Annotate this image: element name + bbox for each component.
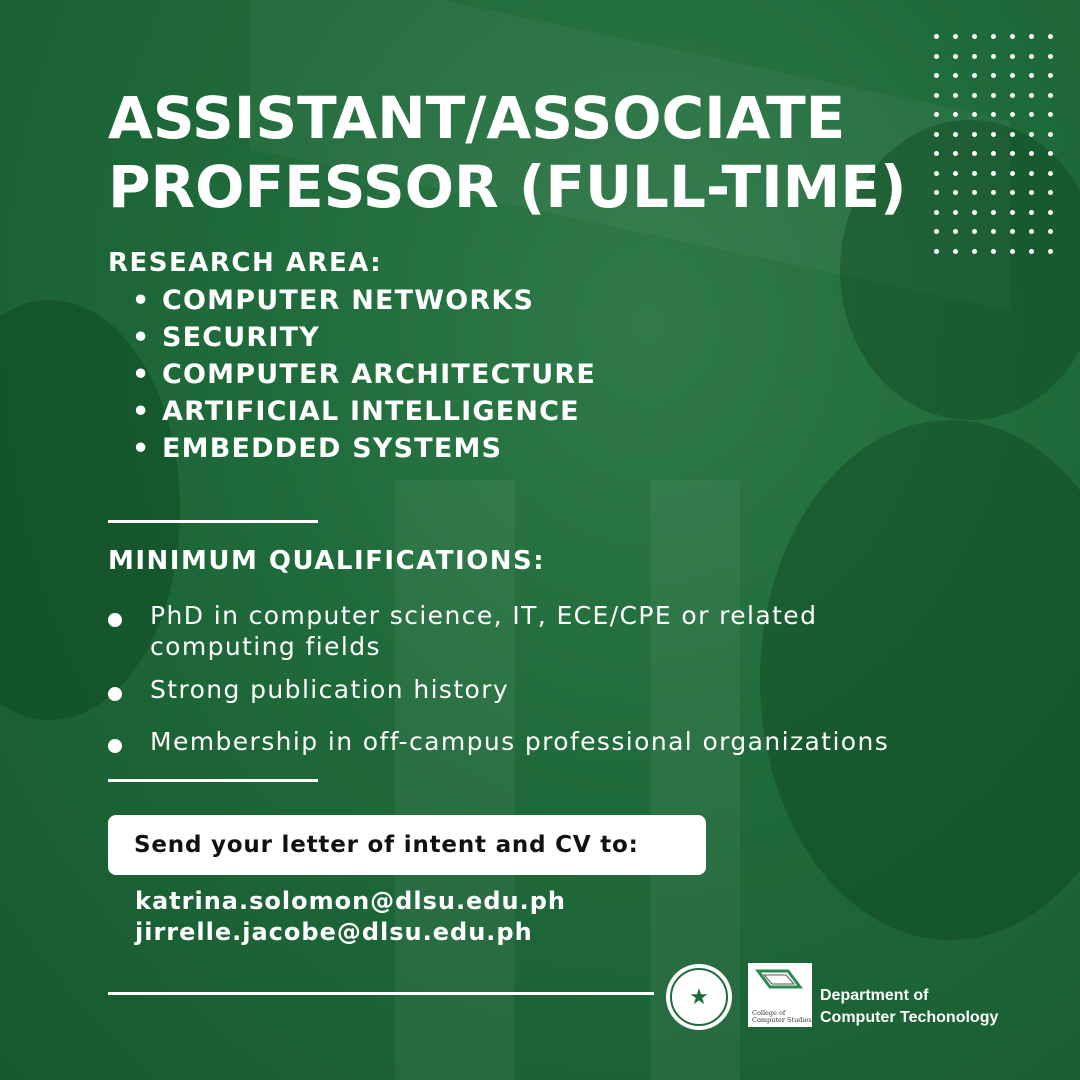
dot-decoration [991,132,996,137]
bullet-icon: • [132,396,151,427]
dot-decoration [972,151,977,156]
dot-decoration [972,73,977,78]
dot-decoration [991,229,996,234]
dot-decoration [1048,151,1053,156]
bullet-icon: • [132,285,151,316]
dot-decoration [1048,229,1053,234]
dot-decoration [953,73,958,78]
bullet-icon: • [132,433,151,464]
job-title [108,84,907,222]
research-item-label: ARTIFICIAL INTELLIGENCE [162,396,580,427]
dot-decoration [934,229,939,234]
dot-decoration [953,249,958,254]
dot-decoration [934,151,939,156]
dot-decoration [972,112,977,117]
dot-decoration [934,171,939,176]
dot-decoration [1048,73,1053,78]
dot-decoration [1048,34,1053,39]
dot-decoration [972,93,977,98]
college-logo [748,963,812,1027]
list-item [132,282,596,319]
research-item-label: EMBEDDED SYSTEMS [162,433,503,464]
dot-decoration [953,151,958,156]
qualifications-heading: MINIMUM QUALIFICATIONS: [108,546,546,576]
dot-decoration [991,112,996,117]
dot-decoration [1048,54,1053,59]
dot-decoration [1010,210,1015,215]
dot-decoration [1048,112,1053,117]
dot-decoration [953,54,958,59]
list-item [132,430,596,467]
footer-divider [108,992,654,995]
dot-decoration [1010,171,1015,176]
email-link[interactable]: jirrelle.jacobe@dlsu.edu.ph [135,918,533,946]
qualification-item [108,674,940,705]
qualification-item [108,726,970,757]
qualification-item [108,600,940,662]
dot-decoration [1029,73,1034,78]
list-item [132,356,596,393]
bullet-icon [108,613,122,627]
research-area-list [132,282,596,467]
qualification-text: Membership in off-campus professional organizations [150,727,890,756]
email-link[interactable]: katrina.solomon@dlsu.edu.ph [135,887,566,915]
dot-decoration [1029,171,1034,176]
dot-decoration [953,190,958,195]
dot-decoration [972,229,977,234]
dot-decoration [1029,34,1034,39]
divider [108,520,318,523]
dot-decoration [1048,210,1053,215]
dot-decoration [972,190,977,195]
dot-decoration [972,210,977,215]
university-seal-icon [666,964,732,1030]
dot-decoration [934,34,939,39]
dot-decoration [972,249,977,254]
dot-decoration [934,190,939,195]
dot-decoration [1029,190,1034,195]
dot-decoration [1048,190,1053,195]
dot-decoration [1010,229,1015,234]
dot-decoration [1010,73,1015,78]
dot-decoration [1010,132,1015,137]
dot-decoration [934,73,939,78]
dot-decoration [991,210,996,215]
cta-banner: Send your letter of intent and CV to: [108,815,706,875]
bullet-icon: • [132,322,151,353]
dot-decoration [934,112,939,117]
dot-decoration [991,73,996,78]
dot-decoration [991,190,996,195]
bullet-icon: • [132,359,151,390]
qualification-text: Strong publication history [150,675,510,704]
dot-decoration [991,54,996,59]
dot-decoration [934,249,939,254]
dot-decoration [1029,54,1034,59]
list-item [132,393,596,430]
job-title-line-2: PROFESSOR (FULL-TIME) [108,153,907,221]
dot-decoration [1029,249,1034,254]
dot-decoration [1010,190,1015,195]
dot-decoration [1010,54,1015,59]
dot-decoration [953,210,958,215]
dot-decoration [1048,249,1053,254]
college-logo-icon [748,963,812,1003]
dot-decoration [1010,112,1015,117]
dot-decoration [934,210,939,215]
dot-decoration [953,132,958,137]
star-icon: ★ [670,968,728,1026]
dot-grid-decoration [934,34,1062,268]
qualification-text: PhD in computer science, IT, ECE/CPE or related computing fields [150,601,818,661]
dot-decoration [1029,210,1034,215]
dot-decoration [1029,151,1034,156]
dot-decoration [1048,171,1053,176]
dot-decoration [1010,93,1015,98]
dot-decoration [972,171,977,176]
dot-decoration [972,132,977,137]
department-line-2: Computer Techonology [820,1009,999,1026]
dot-decoration [953,112,958,117]
job-title-line-1: ASSISTANT/ASSOCIATE [108,84,846,152]
research-item-label: SECURITY [162,322,321,353]
dot-decoration [953,93,958,98]
dot-decoration [1010,34,1015,39]
research-item-label: COMPUTER ARCHITECTURE [162,359,596,390]
dot-decoration [1048,132,1053,137]
department-line-1: Department of [820,987,929,1004]
dot-decoration [934,54,939,59]
dot-decoration [953,34,958,39]
dot-decoration [991,93,996,98]
dot-decoration [953,171,958,176]
dot-decoration [1029,93,1034,98]
dot-decoration [1029,112,1034,117]
dot-decoration [953,229,958,234]
dot-decoration [972,34,977,39]
bullet-icon [108,739,122,753]
department-name [820,985,998,1029]
dot-decoration [991,151,996,156]
research-area-heading: RESEARCH AREA: [108,248,383,278]
bullet-icon [108,687,122,701]
dot-decoration [934,132,939,137]
research-item-label: COMPUTER NETWORKS [162,285,535,316]
dot-decoration [1048,93,1053,98]
college-logo-text: College of Computer Studies [752,1009,812,1024]
dot-decoration [972,54,977,59]
dot-decoration [934,93,939,98]
dot-decoration [991,249,996,254]
dot-decoration [991,171,996,176]
dot-decoration [1029,229,1034,234]
dot-decoration [1010,151,1015,156]
dot-decoration [1029,132,1034,137]
dot-decoration [1010,249,1015,254]
dot-decoration [991,34,996,39]
list-item [132,319,596,356]
divider [108,779,318,782]
